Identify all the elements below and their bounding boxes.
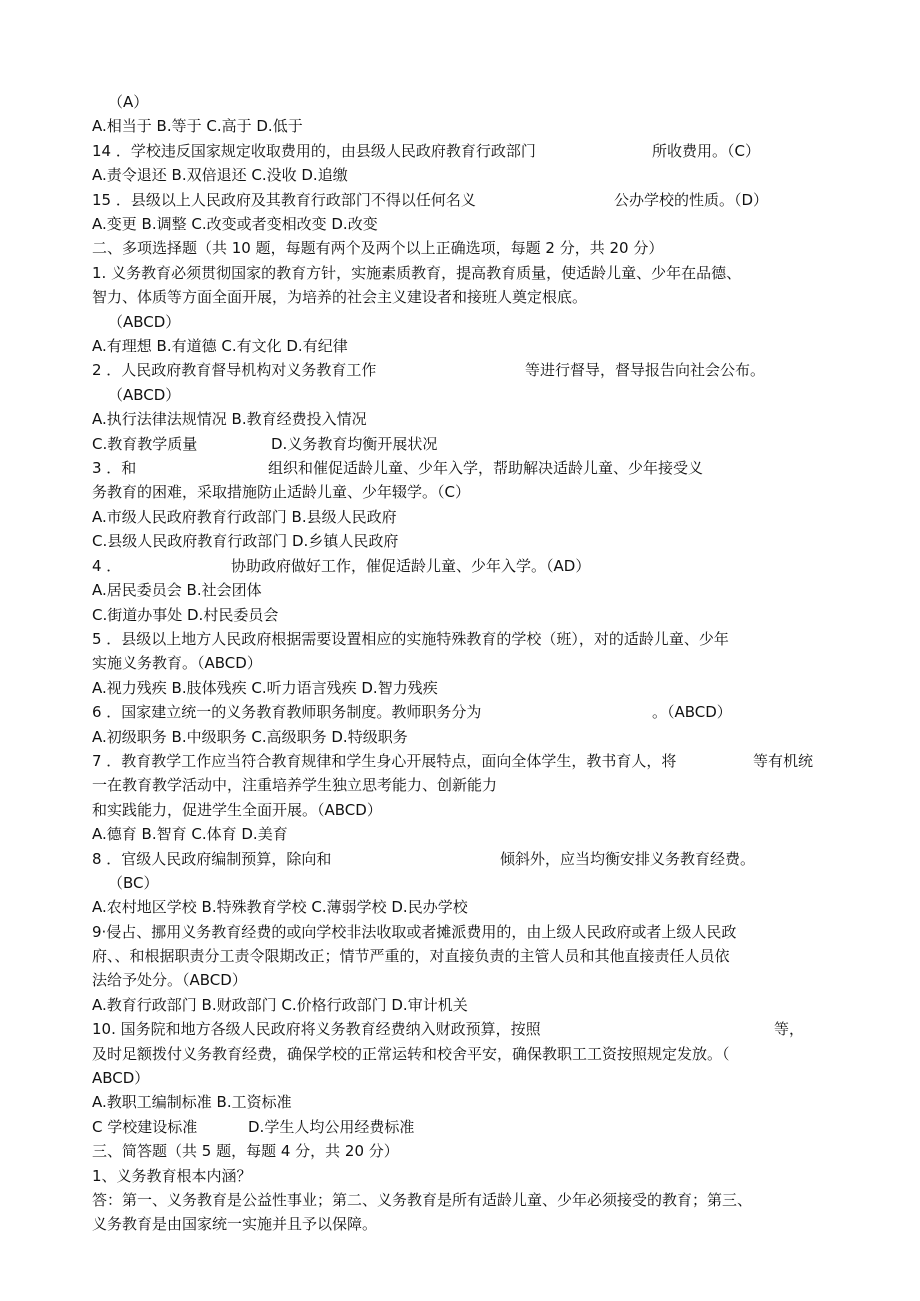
text-segment: C.教育教学质量 xyxy=(92,435,198,453)
text-segment: C 学校建设标准 xyxy=(92,1118,198,1136)
text-line xyxy=(92,407,832,431)
text-line xyxy=(108,310,848,334)
text-segment: A.居民委员会 B.社会团体 xyxy=(92,581,262,599)
text-line xyxy=(92,1115,832,1139)
text-segment: （ABCD） xyxy=(108,386,181,404)
text-line xyxy=(92,456,832,480)
text-segment: 二、多项选择题（共 10 题，每题有两个及两个以上正确选项，每题 2 分，共 20 分） xyxy=(92,239,664,257)
text-line xyxy=(92,920,832,944)
text-line xyxy=(92,773,832,797)
text-segment: 组织和催促适龄儿童、少年入学，帮助解决适龄儿童、少年接受义 xyxy=(268,459,704,477)
text-line xyxy=(92,944,832,968)
text-segment: A.市级人民政府教育行政部门 B.县级人民政府 xyxy=(92,508,397,526)
text-segment: A.视力残疾 B.肢体残疾 C.听力语言残疾 D.智力残疾 xyxy=(92,679,438,697)
text-line xyxy=(92,1042,832,1066)
text-line xyxy=(92,1017,832,1041)
text-line xyxy=(92,1139,832,1163)
text-line xyxy=(92,798,832,822)
text-line xyxy=(92,432,832,456)
text-segment: A.农村地区学校 B.特殊教育学校 C.薄弱学校 D.民办学校 xyxy=(92,898,468,916)
text-line xyxy=(92,358,832,382)
text-segment: C.县级人民政府教育行政部门 D.乡镇人民政府 xyxy=(92,532,399,550)
text-segment: A.有理想 B.有道德 C.有文化 D.有纪律 xyxy=(92,337,348,355)
text-line xyxy=(92,603,832,627)
text-line xyxy=(92,822,832,846)
text-segment: 义务教育是由国家统一实施并且予以保障。 xyxy=(92,1215,378,1233)
text-segment: 及时足额拨付义务教育经费，确保学校的正常运转和校舍平安，确保教职工工资按照规定发放。（ xyxy=(92,1045,730,1063)
text-segment: C.街道办事处 D.村民委员会 xyxy=(92,606,279,624)
text-line xyxy=(92,968,832,992)
text-line xyxy=(92,505,832,529)
text-segment: 一在教育教学活动中，注重培养学生独立思考能力、创新能力 xyxy=(92,776,498,794)
text-segment: A.初级职务 B.中级职务 C.高级职务 D.特级职务 xyxy=(92,728,408,746)
text-line xyxy=(92,895,832,919)
text-line xyxy=(92,334,832,358)
text-segment: 所收费用。（C） xyxy=(652,142,760,160)
text-line xyxy=(92,1066,832,1090)
text-segment: 和实践能力，促进学生全面开展。（ABCD） xyxy=(92,801,382,819)
text-segment: 智力、体质等方面全面开展，为培养的社会主义建设者和接班人奠定根底。 xyxy=(92,288,588,306)
text-segment: 1. 义务教育必须贯彻国家的教育方针，实施素质教育，提高教育质量，使适龄儿童、少年在品德、 xyxy=(92,264,742,282)
text-line xyxy=(92,725,832,749)
text-segment: A.教职工编制标准 B.工资标准 xyxy=(92,1093,292,1111)
text-segment: 8 ．官级人民政府编制预算，除向和 xyxy=(92,850,332,868)
text-segment: 5 ．县级以上地方人民政府根据需要设置相应的实施特殊教育的学校（班），对的适龄儿童、少年 xyxy=(92,630,729,648)
text-segment: D.义务教育均衡开展状况 xyxy=(271,435,438,453)
text-segment: 公办学校的性质。（D） xyxy=(614,191,769,209)
text-segment: 10. 国务院和地方各级人民政府将义务教育经费纳入财政预算，按照 xyxy=(92,1020,541,1038)
text-segment: 3 ．和 xyxy=(92,459,137,477)
text-segment: 等， xyxy=(774,1020,805,1038)
text-segment: ABCD） xyxy=(92,1069,150,1087)
text-line xyxy=(108,90,848,114)
text-segment: 等进行督导，督导报告向社会公布。 xyxy=(525,361,766,379)
text-segment: 三、简答题（共 5 题，每题 4 分，共 20 分） xyxy=(92,1142,399,1160)
text-line xyxy=(92,554,832,578)
text-line xyxy=(92,285,832,309)
text-segment: A.德育 B.智育 C.体育 D.美育 xyxy=(92,825,288,843)
text-line xyxy=(92,700,832,724)
text-segment: 1、义务教育根本内涵？ xyxy=(92,1167,252,1185)
text-segment: A.执行法律法规情况 B.教育经费投入情况 xyxy=(92,410,367,428)
text-line xyxy=(92,993,832,1017)
text-segment: 府、、和根据职责分工责令限期改正；情节严重的，对直接负责的主管人员和其他直接责任人员依 xyxy=(92,947,730,965)
text-line xyxy=(92,261,832,285)
text-segment: 7 ．教育教学工作应当符合教育规律和学生身心开展特点，面向全体学生，教书育人，将 xyxy=(92,752,677,770)
text-line xyxy=(92,1212,832,1236)
text-line xyxy=(92,212,832,236)
text-segment: A.变更 B.调整 C.改变或者变相改变 D.改变 xyxy=(92,215,378,233)
text-segment: （BC） xyxy=(108,874,159,892)
text-segment: 4 ． xyxy=(92,557,122,575)
text-line xyxy=(92,139,832,163)
text-line xyxy=(92,627,832,651)
text-segment: 法给予处分。（ABCD） xyxy=(92,971,247,989)
text-line xyxy=(92,114,832,138)
text-line xyxy=(92,578,832,602)
text-line xyxy=(92,529,832,553)
text-line xyxy=(108,383,848,407)
text-segment: 实施义务教育。（ABCD） xyxy=(92,654,262,672)
text-line xyxy=(92,1188,832,1212)
text-segment: 答：第一、义务教育是公益性事业；第二、义务教育是所有适龄儿童、少年必须接受的教育；第三、 xyxy=(92,1191,753,1209)
text-segment: 14 ．学校违反国家规定收取费用的，由县级人民政府教育行政部门 xyxy=(92,142,536,160)
text-line xyxy=(92,749,832,773)
text-segment: 6 ．国家建立统一的义务教育教师职务制度。教师职务分为 xyxy=(92,703,482,721)
text-segment: A.责令退还 B.双倍退还 C.没收 D.追缴 xyxy=(92,166,348,184)
text-segment: A.相当于 B.等于 C.高于 D.低于 xyxy=(92,117,303,135)
text-segment: 9·侵占、挪用义务教育经费的或向学校非法收取或者摊派费用的，由上级人民政府或者上级人民政 xyxy=(92,923,737,941)
text-segment: 15 ．县级以上人民政府及其教育行政部门不得以任何名义 xyxy=(92,191,476,209)
text-segment: D.学生人均公用经费标准 xyxy=(248,1118,415,1136)
text-segment: 务教育的困难，采取措施防止适龄儿童、少年辍学。（C） xyxy=(92,483,470,501)
text-line xyxy=(92,188,832,212)
text-segment: 。（ABCD） xyxy=(652,703,732,721)
text-segment: A.教育行政部门 B.财政部门 C.价格行政部门 D.审计机关 xyxy=(92,996,468,1014)
text-line xyxy=(108,871,848,895)
text-line xyxy=(92,847,832,871)
text-line xyxy=(92,651,832,675)
text-segment: 协助政府做好工作，催促适龄儿童、少年入学。（AD） xyxy=(231,557,591,575)
text-line xyxy=(92,1164,832,1188)
text-segment: 等有机统 xyxy=(753,752,814,770)
text-line xyxy=(92,480,832,504)
text-segment: （ABCD） xyxy=(108,313,181,331)
text-segment: 倾斜外，应当均衡安排义务教育经费。 xyxy=(500,850,756,868)
text-segment: （A） xyxy=(108,93,149,111)
text-segment: 2 ．人民政府教育督导机构对义务教育工作 xyxy=(92,361,377,379)
text-line xyxy=(92,1090,832,1114)
text-line xyxy=(92,236,832,260)
text-line xyxy=(92,163,832,187)
text-line xyxy=(92,676,832,700)
